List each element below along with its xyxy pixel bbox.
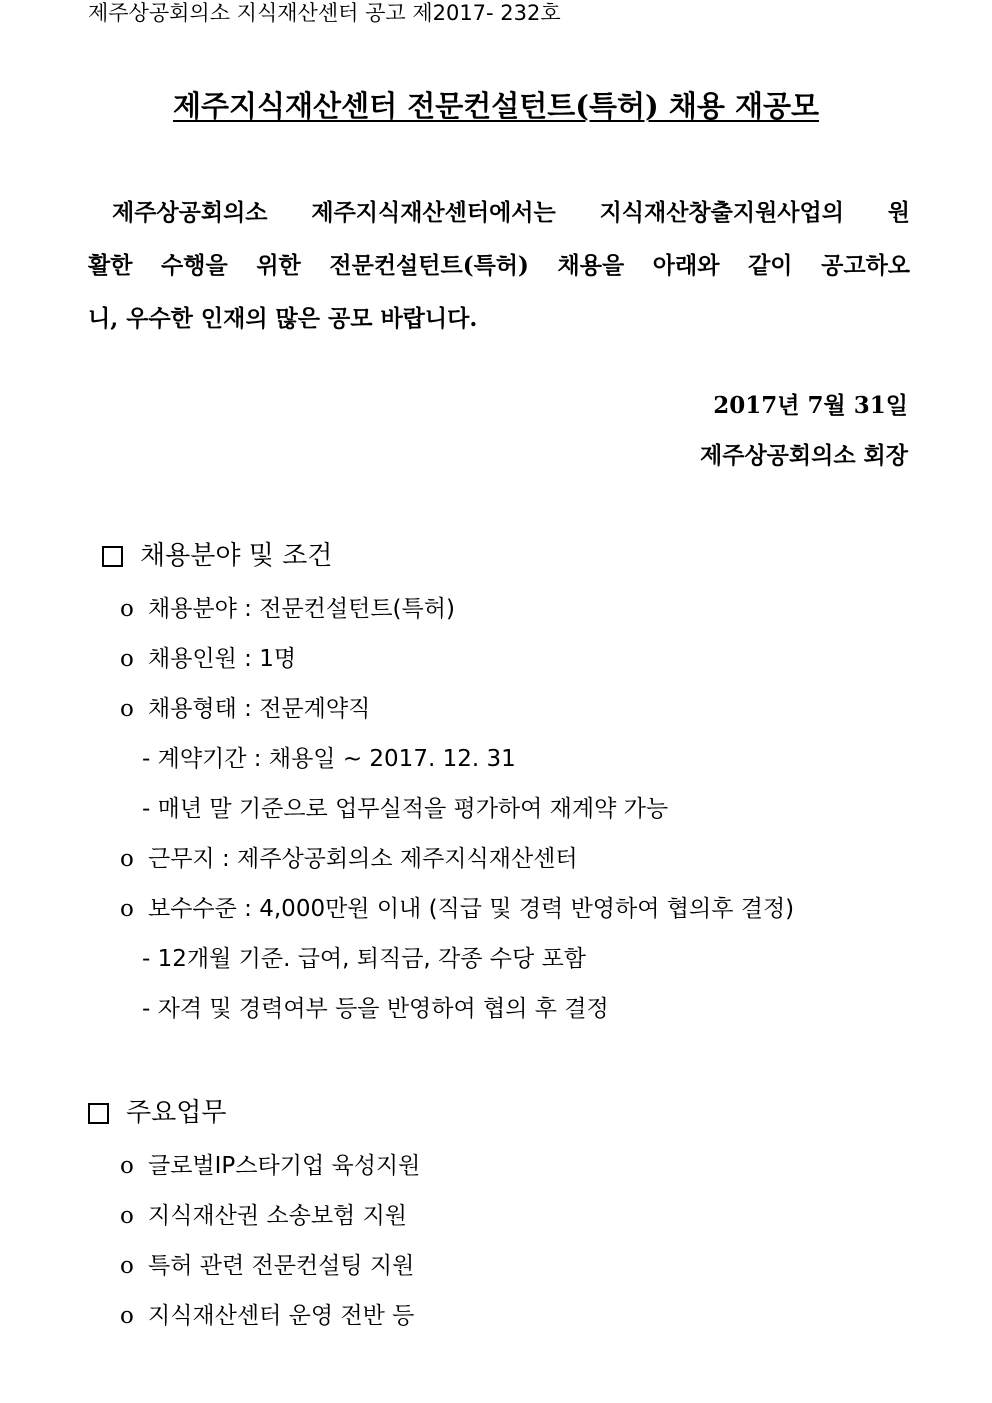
bullet-icon: o <box>120 646 134 672</box>
sub-item-text: 자격 및 경력여부 등을 반영하여 협의 후 결정 <box>157 996 609 1022</box>
bullet-icon: o <box>120 1253 134 1279</box>
list-item-salary <box>120 893 794 925</box>
checkbox-icon <box>102 546 123 567</box>
list-item-headcount <box>120 643 296 675</box>
section-recruitment-conditions <box>102 539 332 573</box>
intro-line-1: 제주상공회의소 제주지식재산센터에서는 지식재산창출지원사업의 원 <box>112 199 910 226</box>
sub-item-text: 계약기간 : 채용일 ~ 2017. 12. 31 <box>157 746 516 772</box>
sub-item-salary-basis <box>142 943 586 975</box>
dash-icon: - <box>142 996 151 1022</box>
duty-item <box>120 1150 420 1182</box>
sub-item-text: 매년 말 기준으로 업무실적을 평가하여 재계약 가능 <box>157 796 669 822</box>
section-heading: 주요업무 <box>126 1098 227 1128</box>
list-item-field <box>120 593 455 625</box>
list-item-text: 채용형태 : 전문계약직 <box>148 696 371 722</box>
bullet-icon: o <box>120 1153 134 1179</box>
duty-item <box>120 1200 407 1232</box>
duty-item <box>120 1250 414 1282</box>
list-item-text: 채용분야 : 전문컨설턴트(특허) <box>148 596 455 622</box>
bullet-icon: o <box>120 896 134 922</box>
duty-item-text: 글로벌IP스타기업 육성지원 <box>148 1153 421 1179</box>
bullet-icon: o <box>120 696 134 722</box>
list-item-text: 채용인원 : 1명 <box>148 646 297 672</box>
document-title-text: 제주지식재산센터 전문컨설턴트(특허) 채용 재공모 <box>172 89 820 123</box>
list-item-text: 보수수준 : 4,000만원 이내 (직급 및 경력 반영하여 협의후 결정) <box>148 896 795 922</box>
sub-item-text: 12개월 기준. 급여, 퇴직금, 각종 수당 포함 <box>157 946 586 972</box>
dash-icon: - <box>142 746 151 772</box>
duty-item-text: 지식재산권 소송보험 지원 <box>148 1203 408 1229</box>
duty-item-text: 지식재산센터 운영 전반 등 <box>148 1303 415 1329</box>
section-main-duties <box>88 1096 226 1130</box>
signer-name: 제주상공회의소 회장 <box>700 442 908 469</box>
sub-item-renewal <box>142 793 668 825</box>
list-item-text: 근무지 : 제주상공회의소 제주지식재산센터 <box>148 846 578 872</box>
dash-icon: - <box>142 946 151 972</box>
intro-line-3: 니, 우수한 인재의 많은 공모 바랍니다. <box>88 305 478 332</box>
dash-icon: - <box>142 796 151 822</box>
bullet-icon: o <box>120 596 134 622</box>
bullet-icon: o <box>120 846 134 872</box>
bullet-icon: o <box>120 1303 134 1329</box>
checkbox-icon <box>88 1103 109 1124</box>
section-heading: 채용분야 및 조건 <box>140 541 333 571</box>
list-item-type <box>120 693 370 725</box>
duty-item-text: 특허 관련 전문컨설팅 지원 <box>148 1253 415 1279</box>
notice-date: 2017년 7월 31일 <box>713 392 908 419</box>
bullet-icon: o <box>120 1203 134 1229</box>
intro-line-2: 활한 수행을 위한 전문컨설턴트(특허) 채용을 아래와 같이 공고하오 <box>88 252 910 279</box>
sub-item-salary-negotiation <box>142 993 609 1025</box>
sub-item-contract-period <box>142 743 516 775</box>
duty-item <box>120 1300 414 1332</box>
notice-number: 제주상공회의소 지식재산센터 공고 제2017- 232호 <box>88 1 561 25</box>
intro-paragraph <box>88 186 910 345</box>
list-item-location <box>120 843 578 875</box>
document-title <box>0 88 992 124</box>
